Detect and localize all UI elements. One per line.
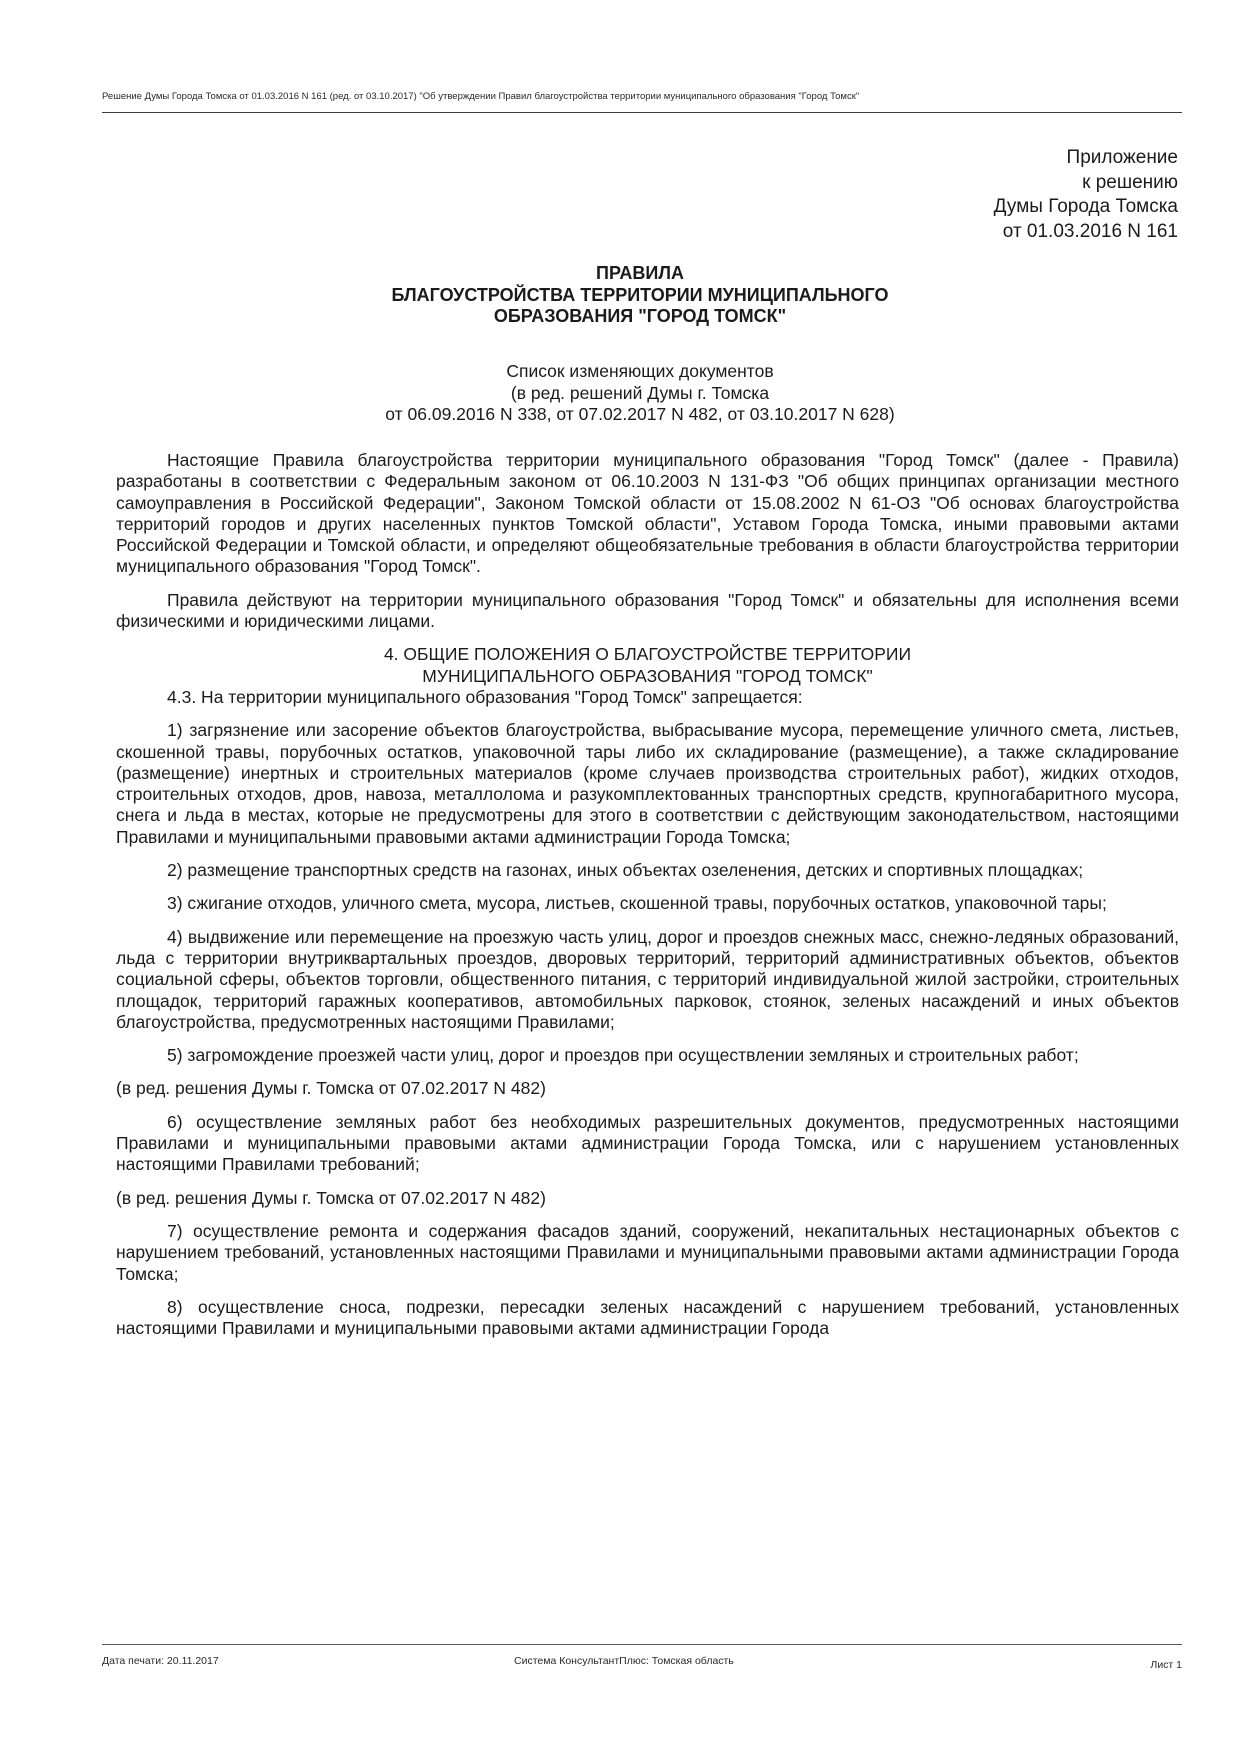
appendix-line-3: Думы Города Томска [993, 196, 1178, 217]
scope-paragraph: Правила действуют на территории муниципального образования "Город Томск" и обязательны для исполнения всеми физическими и юридическими лицами. [116, 589, 1179, 632]
amendments-line-1: Список изменяющих документов [506, 361, 774, 381]
section-heading-line-1: 4. ОБЩИЕ ПОЛОЖЕНИЯ О БЛАГОУСТРОЙСТВЕ ТЕРРИТОРИИ [383, 644, 912, 665]
list-item-2: 2) размещение транспортных средств на газонах, иных объектах озеленения, детских и спортивных площадках; [167, 860, 1084, 881]
list-item-4: 4) выдвижение или перемещение на проезжую часть улиц, дорог и проездов снежных масс, снежно-ледяных образований, льда с территории внутриквартальных проездов, дворовых территорий, территорий административных объектов, объектов социальной сферы, объектов торговли, общественного питания, с территорий индивидуальной жилой застройки, строительных площадок, территорий гаражных кооперативов, автомобильных парковок, стоянок, зеленых насаждений и иных объектов благоустройства, предусмотренных настоящими Правилами; [116, 926, 1179, 1032]
document-title [100, 263, 1180, 328]
title-line-2: БЛАГОУСТРОЙСТВА ТЕРРИТОРИИ МУНИЦИПАЛЬНОГО [391, 284, 889, 305]
clause-4-3: 4.3. На территории муниципального образования "Город Томск" запрещается: [167, 686, 803, 707]
sheet-number: Лист 1 [1150, 1659, 1182, 1671]
amendments-line-2: (в ред. решений Думы г. Томска [510, 382, 770, 403]
amendment-note-5: (в ред. решения Думы г. Томска от 07.02.2017 N 482) [116, 1078, 546, 1099]
list-item-5: 5) загромождение проезжей части улиц, дорог и проездов при осуществлении земляных и строительных работ; [167, 1045, 1079, 1066]
list-item-8: 8) осуществление сноса, подрезки, пересадки зеленых насаждений с нарушением требований, установленных настоящими Правилами и муниципальными правовыми актами администрации Города [116, 1296, 1179, 1339]
document-body [116, 450, 1179, 1351]
appendix-block [858, 146, 1178, 244]
amendments-list [100, 361, 1180, 426]
amendment-note-6: (в ред. решения Думы г. Томска от 07.02.2017 N 482) [116, 1187, 546, 1208]
section-heading-line-2: МУНИЦИПАЛЬНОГО ОБРАЗОВАНИЯ "ГОРОД ТОМСК" [422, 665, 873, 686]
system-name: Система КонсультантПлюс: Томская область [514, 1655, 734, 1667]
footer-divider [102, 1644, 1182, 1645]
section-heading [116, 644, 1179, 687]
appendix-line-2: к решению [1082, 171, 1178, 193]
list-item-6: 6) осуществление земляных работ без необходимых разрешительных документов, предусмотренных настоящими Правилами и муниципальными правовыми актами администрации Города Томска, или с нарушением установленных настоящими Правилами требований; [116, 1111, 1179, 1175]
intro-paragraph: Настоящие Правила благоустройства территории муниципального образования "Город Томск" (далее - Правила) разработаны в соответствии с Федеральным законом от 06.10.2003 N 131-ФЗ "Об общих принципах организации местного самоуправления в Российской Федерации", Законом Томской области от 15.08.2002 N 61-ОЗ "Об основах благоустройства территорий городов и других населенных пунктов Томской области", Уставом Города Томска, иными правовыми актами Российской Федерации и Томской области, и определяют общеобязательные требования в области благоустройства территории муниципального образования "Город Томск". [116, 450, 1179, 577]
appendix-line-4: от 01.03.2016 N 161 [1002, 220, 1178, 242]
document-header: Решение Думы Города Томска от 01.03.2016 N 161 (ред. от 03.10.2017) "Об утверждении Правил благоустройства территории муниципального образования "Город Томск" [102, 91, 860, 102]
list-item-3: 3) сжигание отходов, уличного смета, мусора, листьев, скошенной травы, порубочных остатков, упаковочной тары; [167, 893, 1107, 914]
title-line-1: ПРАВИЛА [596, 263, 684, 283]
amendments-line-3: от 06.09.2016 N 338, от 07.02.2017 N 482, от 03.10.2017 N 628) [385, 404, 895, 424]
header-divider [102, 112, 1182, 113]
title-line-3: ОБРАЗОВАНИЯ "ГОРОД ТОМСК" [493, 306, 787, 326]
list-item-1: 1) загрязнение или засорение объектов благоустройства, выбрасывание мусора, перемещение уличного смета, листьев, скошенной травы, порубочных остатков, упаковочной тары либо их складирование (размещение), а также складирование (размещение) инертных и строительных материалов (кроме случаев производства строительных работ), жидких отходов, строительных отходов, дров, навоза, металлолома и разукомплектованных транспортных средств, крупногабаритного мусора, снега и льда в местах, которые не предусмотрены для этого в соответствии с действующим законодательством, настоящими Правилами и муниципальными правовыми актами администрации Города Томска; [116, 720, 1179, 847]
print-date: Дата печати: 20.11.2017 [102, 1655, 219, 1667]
appendix-line-1: Приложение [1066, 147, 1178, 168]
list-item-7: 7) осуществление ремонта и содержания фасадов зданий, сооружений, некапитальных нестационарных объектов с нарушением требований, установленных настоящими Правилами и муниципальными правовыми актами администрации Города Томска; [116, 1220, 1179, 1284]
